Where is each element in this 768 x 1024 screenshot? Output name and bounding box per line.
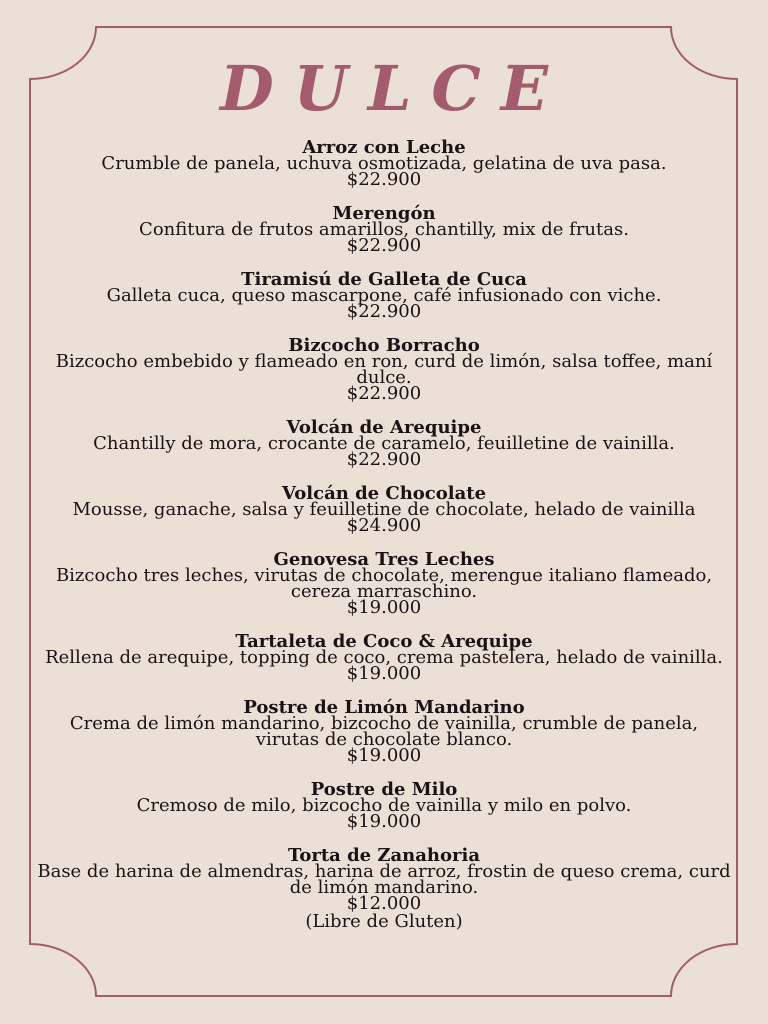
item-price: $12.000: [346, 893, 422, 914]
menu-item: [36, 205, 732, 254]
menu-item: [36, 633, 732, 682]
item-price: $22.900: [346, 235, 422, 256]
item-description: Galleta cuca, queso mascarpone, café infusionado con viche.: [106, 285, 662, 306]
item-price: $22.900: [346, 383, 422, 404]
item-name: Volcán de Chocolate: [281, 483, 487, 504]
item-name: Postre de Milo: [310, 779, 458, 800]
menu-item: [36, 699, 732, 764]
item-name: Bizcocho Borracho: [288, 335, 480, 356]
item-description: Bizcocho embebido y flameado en ron, curd de limón, salsa toffee, maní dulce.: [55, 351, 713, 388]
item-price: $19.000: [346, 745, 422, 766]
item-description: Confitura de frutos amarillos, chantilly, mix de frutas.: [139, 219, 629, 240]
item-note: (Libre de Gluten): [305, 911, 463, 932]
menu-item: [36, 337, 732, 402]
item-price: $22.900: [346, 449, 422, 470]
item-description: Crumble de panela, uchuva osmotizada, gelatina de uva pasa.: [101, 153, 667, 174]
item-price: $19.000: [346, 811, 422, 832]
menu-title: DULCE: [219, 52, 569, 125]
menu-item: [36, 781, 732, 830]
item-description: Chantilly de mora, crocante de caramelo, feuilletine de vainilla.: [93, 433, 675, 454]
item-description: Base de harina de almendras, harina de arroz, frostin de queso crema, curd de limón mandarino.: [37, 861, 731, 898]
menu-item: [36, 551, 732, 616]
item-price: $22.900: [346, 169, 422, 190]
item-name: Torta de Zanahoria: [288, 845, 480, 866]
item-name: Tiramisú de Galleta de Cuca: [241, 269, 527, 290]
item-description: Cremoso de milo, bizcocho de vainilla y milo en polvo.: [136, 795, 632, 816]
menu-item: [36, 847, 732, 932]
menu-items: [36, 139, 732, 949]
item-name: Arroz con Leche: [302, 137, 466, 158]
item-description: Mousse, ganache, salsa y feuilletine de chocolate, helado de vainilla: [72, 499, 696, 520]
item-name: Merengón: [332, 203, 436, 224]
item-description: Bizcocho tres leches, virutas de chocolate, merengue italiano flameado, cereza marraschino.: [55, 565, 713, 602]
item-description: Crema de limón mandarino, bizcocho de vainilla, crumble de panela, virutas de chocolate blanco.: [69, 713, 699, 750]
item-description: Rellena de arequipe, topping de coco, crema pastelera, helado de vainilla.: [45, 647, 723, 668]
item-name: Postre de Limón Mandarino: [243, 697, 525, 718]
item-price: $24.900: [346, 515, 422, 536]
item-price: $19.000: [346, 663, 422, 684]
item-name: Genovesa Tres Leches: [273, 549, 495, 570]
item-price: $22.900: [346, 301, 422, 322]
item-price: $19.000: [346, 597, 422, 618]
menu-item: [36, 271, 732, 320]
menu-item: [36, 485, 732, 534]
menu-item: [36, 139, 732, 188]
menu-item: [36, 419, 732, 468]
item-name: Volcán de Arequipe: [286, 417, 482, 438]
item-name: Tartaleta de Coco & Arequipe: [235, 631, 533, 652]
